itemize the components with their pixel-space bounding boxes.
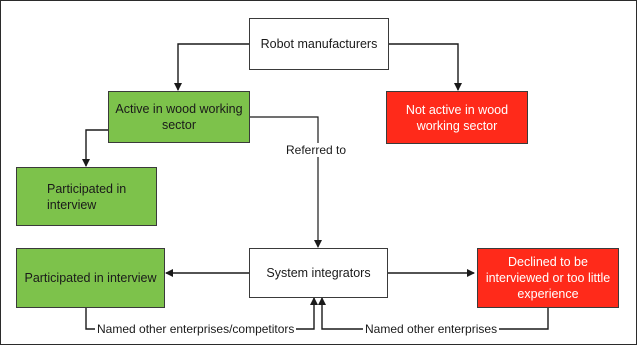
node-participated-interview-2: Participated in interview [16, 248, 165, 308]
edge-label-named-competitors: Named other enterprises/competitors [97, 322, 295, 336]
edge-robot-to-not-active [389, 44, 458, 90]
edge-robot-to-active [178, 44, 249, 90]
node-participated-interview-1: Participated in interview [16, 167, 157, 226]
node-system-integrators: System integrators [249, 248, 388, 298]
node-not-active-wood: Not active in wood working sector [386, 91, 528, 144]
node-declined: Declined to be interviewed or too little experience [477, 248, 619, 308]
node-active-wood: Active in wood working sector [108, 91, 250, 143]
edge-active-to-participated [86, 130, 108, 166]
edge-active-to-integrators [250, 117, 318, 247]
edge-label-referred-to: Referred to [286, 143, 347, 157]
edge-label-named-enterprises: Named other enterprises [365, 322, 498, 336]
node-robot-manufacturers: Robot manufacturers [249, 18, 389, 70]
